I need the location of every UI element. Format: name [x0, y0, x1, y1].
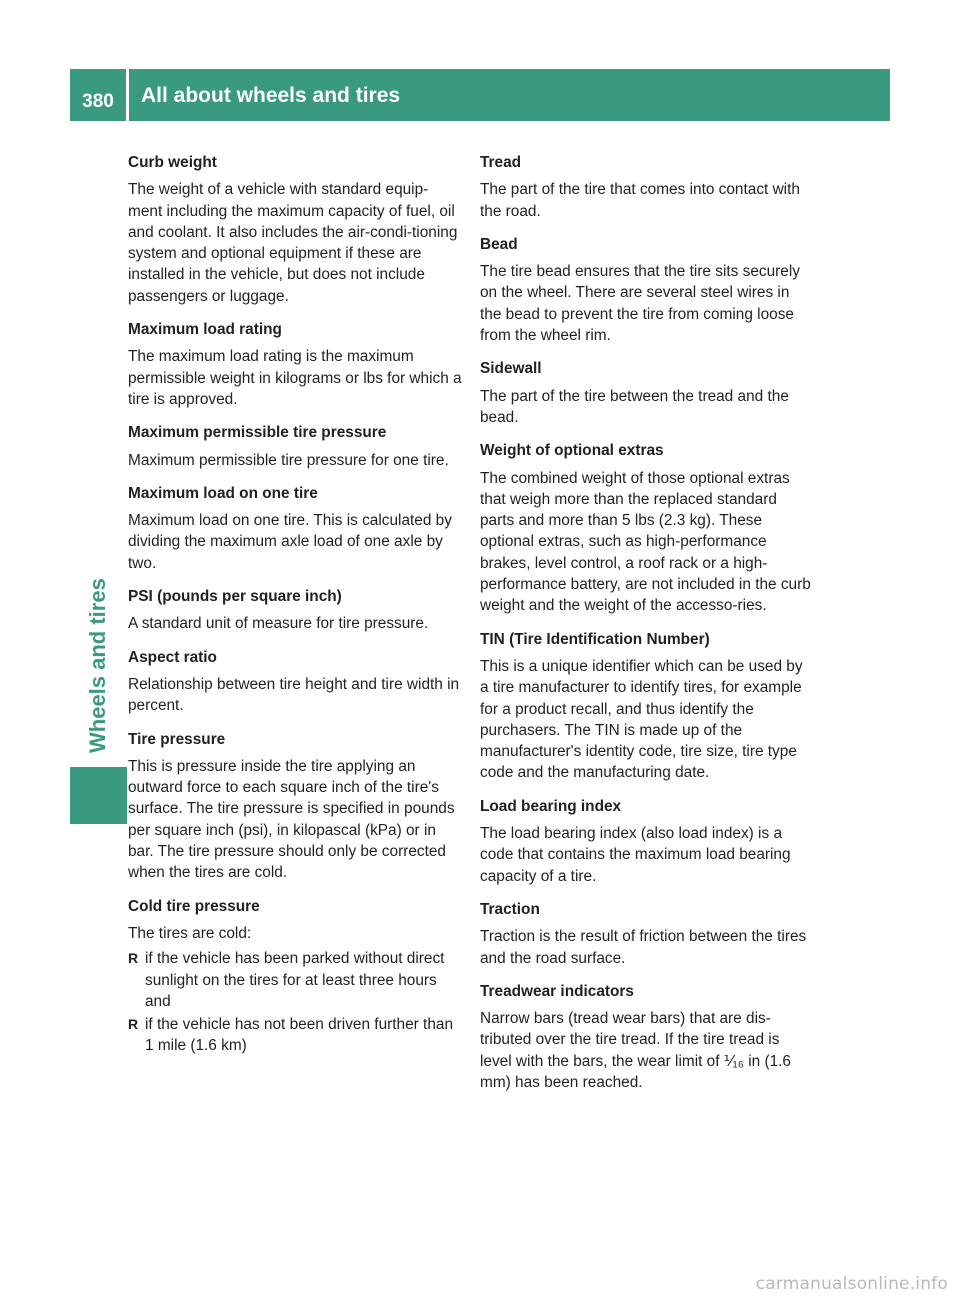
list-item — [128, 1014, 462, 1057]
term-heading: Weight of optional extras — [480, 442, 664, 460]
cold-tire-conditions-list — [128, 948, 462, 1056]
entry-tread — [480, 152, 814, 222]
term-definition: The tires are cold: — [128, 924, 252, 942]
list-item-text: if the vehicle has been parked without direct sunlight on the tires for at least three hours and — [145, 950, 445, 1010]
term-heading: Tire pressure — [128, 730, 226, 748]
list-item — [128, 948, 462, 1012]
term-heading: Treadwear indicators — [480, 982, 634, 1000]
term-heading: Bead — [480, 235, 518, 253]
left-column — [128, 152, 462, 1059]
term-heading: Sidewall — [480, 360, 542, 378]
list-item-text: if the vehicle has not been driven further than 1 mile (1.6 km) — [145, 1016, 454, 1055]
entry-weight-optional-extras — [480, 440, 814, 616]
term-definition: The part of the tire that comes into contact with the road. — [480, 181, 800, 220]
entry-tire-pressure — [128, 729, 462, 884]
entry-aspect-ratio — [128, 647, 462, 717]
term-definition: The tire bead ensures that the tire sits securely on the wheel. There are several steel wires in the bead to prevent the tire from coming loose from the wheel rim. — [480, 263, 800, 345]
entry-max-permissible-tire-pressure — [128, 422, 462, 471]
side-tab-marker — [70, 767, 127, 824]
term-definition: The maximum load rating is the maximum permissible weight in kilograms or lbs for which a tire is approved. — [128, 348, 462, 408]
term-definition: The load bearing index (also load index) is a code that contains the maximum load bearing capacity of a tire. — [480, 825, 791, 885]
bullet-icon: R — [128, 1016, 139, 1033]
term-heading: Curb weight — [128, 154, 217, 171]
term-definition: This is a unique identifier which can be used by a tire manufacturer to identify tires, for example for a product recall, and thus identify the purchasers. The TIN is made up of the manufacturer's identity code, tire size, tire type code and the manufacturing date. — [480, 657, 803, 782]
entry-cold-tire-pressure — [128, 896, 462, 1057]
term-definition: This is pressure inside the tire applying an outward force to each square inch of the tire's surface. The tire pressure is specified in pounds per square inch (psi), in kilopascal (kPa) or in bar. The tire pressure should only be corrected when the tires are cold. — [128, 757, 455, 882]
entry-treadwear-indicators — [480, 981, 814, 1093]
term-definition: Narrow bars (tread wear bars) that are dis-tributed over the tire tread. If the tire tread is level with the bars, the wear limit of ⅟₁₆ in (1.6 mm) has been reached. — [480, 1010, 791, 1091]
term-definition: Relationship between tire height and tire width in percent. — [128, 675, 460, 715]
entry-load-bearing-index — [480, 796, 814, 887]
watermark-link[interactable]: carmanualsonline.info — [755, 1274, 948, 1294]
term-definition: Maximum permissible tire pressure for one tire. — [128, 451, 449, 469]
entry-psi — [128, 586, 462, 635]
term-heading: Aspect ratio — [128, 648, 217, 666]
term-heading: Maximum permissible tire pressure — [128, 424, 387, 442]
entry-max-load-one-tire — [128, 483, 462, 574]
term-heading: Load bearing index — [480, 797, 622, 815]
entry-curb-weight — [128, 152, 462, 307]
term-heading: Maximum load rating — [128, 321, 282, 339]
term-heading: TIN (Tire Identification Number) — [480, 630, 710, 648]
entry-maximum-load-rating — [128, 319, 462, 410]
side-tab-label: Wheels and tires — [85, 578, 110, 753]
entry-traction — [480, 899, 814, 969]
page-number: 380 — [82, 91, 114, 112]
term-definition: The weight of a vehicle with standard equip-ment including the maximum capacity of fuel, oil and coolant. It also includes the air-condi-tioning system and optional equipment if these are installed in the vehicle, but does not include passengers or luggage. — [128, 181, 458, 305]
term-definition: The part of the tire between the tread and the bead. — [480, 387, 789, 426]
right-column — [480, 152, 814, 1105]
term-heading: Tread — [480, 154, 522, 171]
term-definition: The combined weight of those optional extras that weigh more than the replaced standard parts and more than 5 lbs (2.3 kg). These optional extras, such as high-performance brakes, level control, a roof rack or a high-performance battery, are not included in the curb weight and the weight of the accesso-ries. — [480, 469, 811, 615]
term-heading: Traction — [480, 900, 540, 918]
header-divider — [126, 69, 129, 121]
term-definition: A standard unit of measure for tire pressure. — [128, 615, 429, 633]
term-definition: Traction is the result of friction between the tires and the road surface. — [480, 928, 807, 967]
section-title: All about wheels and tires — [141, 84, 401, 107]
term-heading: Cold tire pressure — [128, 897, 260, 915]
entry-sidewall — [480, 358, 814, 428]
term-definition: Maximum load on one tire. This is calculated by dividing the maximum axle load of one axle by two. — [128, 512, 452, 572]
entry-bead — [480, 234, 814, 346]
bullet-icon: R — [128, 950, 139, 967]
entry-tin — [480, 629, 814, 784]
term-heading: Maximum load on one tire — [128, 484, 318, 502]
term-heading: PSI (pounds per square inch) — [128, 588, 342, 606]
